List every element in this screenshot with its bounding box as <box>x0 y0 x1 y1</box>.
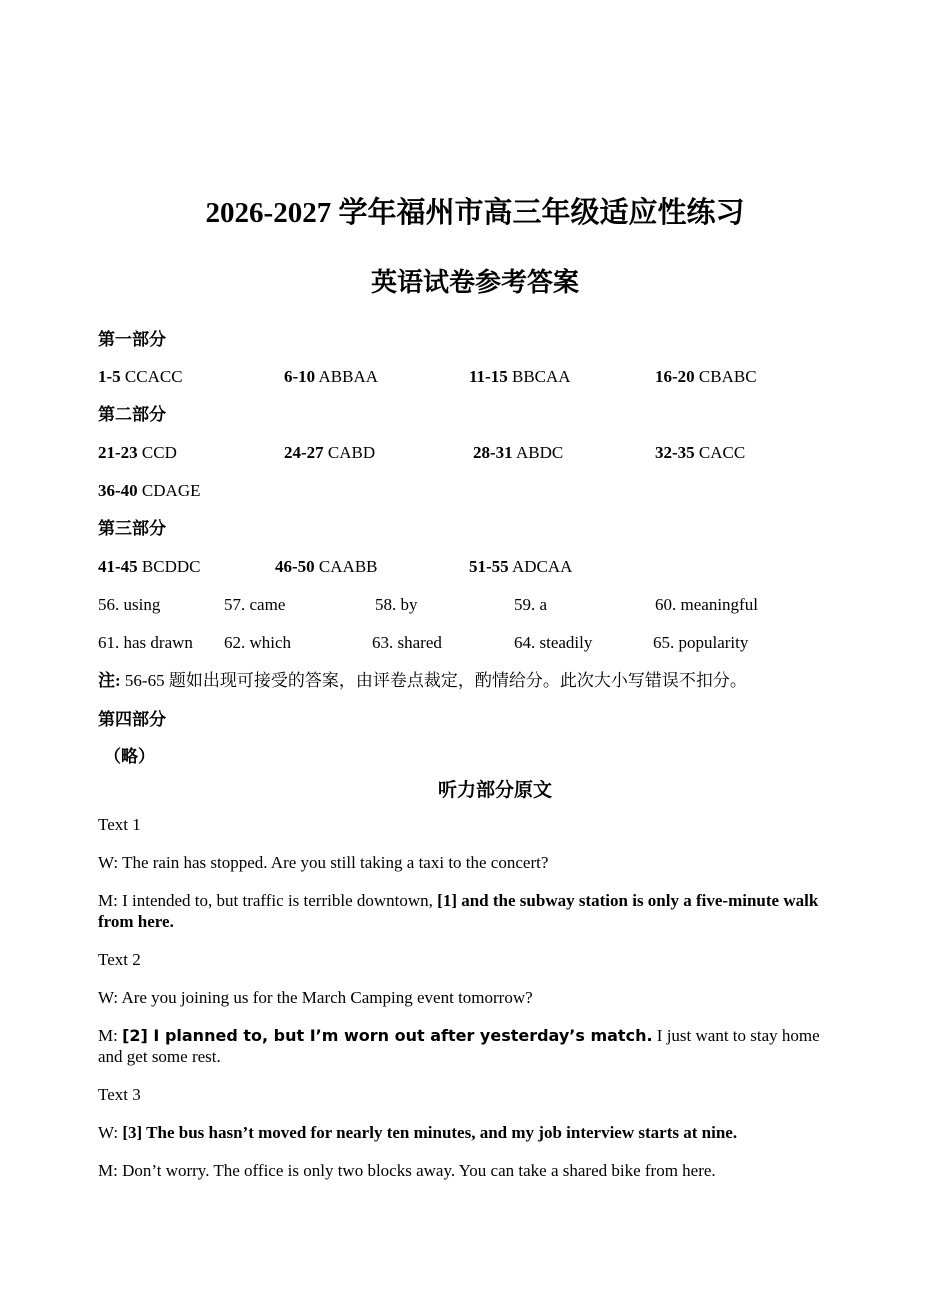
part4-content: （略） <box>104 747 155 766</box>
text1-label: Text 1 <box>98 815 141 834</box>
listening-heading: 听力部分原文 <box>437 780 552 801</box>
text2-label: Text 2 <box>98 950 141 969</box>
part4-heading: 第四部分 <box>98 710 166 729</box>
part1-heading: 第一部分 <box>98 330 166 349</box>
fill-answer: 64. steadily <box>514 633 593 652</box>
text1-woman-line: W: The rain has stopped. Are you still taking a taxi to the concert? <box>98 853 549 872</box>
fill-answer: 65. popularity <box>653 633 749 652</box>
fill-answer: 61. has drawn <box>98 633 193 652</box>
text2-woman-line: W: Are you joining us for the March Camping event tomorrow? <box>98 988 533 1007</box>
text3-man-line: M: Don’t worry. The office is only two blocks away. You can take a shared bike from here. <box>98 1161 716 1180</box>
answer-item: 41-45 BCDDC <box>98 557 201 576</box>
fill-answer: 57. came <box>224 595 286 614</box>
answer-item: 16-20 CBABC <box>655 367 757 386</box>
text1-man-line: M: I intended to, but traffic is terrible downtown, [1] and the subway station is only a five-minute walk from here. <box>98 891 819 931</box>
document-subtitle: 英语试卷参考答案 <box>370 268 579 297</box>
answer-item: 46-50 CAABB <box>275 557 378 576</box>
fill-answer: 63. shared <box>372 633 442 652</box>
answer-item: 36-40 CDAGE <box>98 481 201 500</box>
answer-item: 24-27 CABD <box>284 443 376 462</box>
answer-item: 51-55 ADCAA <box>469 557 573 576</box>
answer-item: 1-5 CCACC <box>98 367 183 386</box>
answer-item: 32-35 CACC <box>655 443 746 462</box>
text3-label: Text 3 <box>98 1085 141 1104</box>
scoring-note: 注: 56-65 题如出现可接受的答案，由评卷点裁定，酌情给分。此次大小写错误不扣分。 <box>98 671 747 690</box>
part3-heading: 第三部分 <box>98 519 166 538</box>
answer-item: 21-23 CCD <box>98 443 177 462</box>
document-title: 2026-2027 学年福州市高三年级适应性练习 <box>205 197 745 229</box>
fill-answer: 62. which <box>224 633 292 652</box>
fill-answer: 59. a <box>514 595 548 614</box>
text3-woman-line: W: [3] The bus hasn’t moved for nearly ten minutes, and my job interview starts at nine. <box>98 1123 738 1142</box>
fill-answer: 58. by <box>375 595 418 614</box>
answer-item: 6-10 ABBAA <box>284 367 378 386</box>
fill-answer: 56. using <box>98 595 161 614</box>
text2-man-line: M: [2] I planned to, but I’m worn out after yesterday’s match. I just want to stay home and get some rest. <box>98 1026 820 1066</box>
answer-item: 11-15 BBCAA <box>469 367 571 386</box>
answer-item: 28-31 ABDC <box>473 443 564 462</box>
part2-heading: 第二部分 <box>98 405 166 424</box>
fill-answer: 60. meaningful <box>655 595 758 614</box>
